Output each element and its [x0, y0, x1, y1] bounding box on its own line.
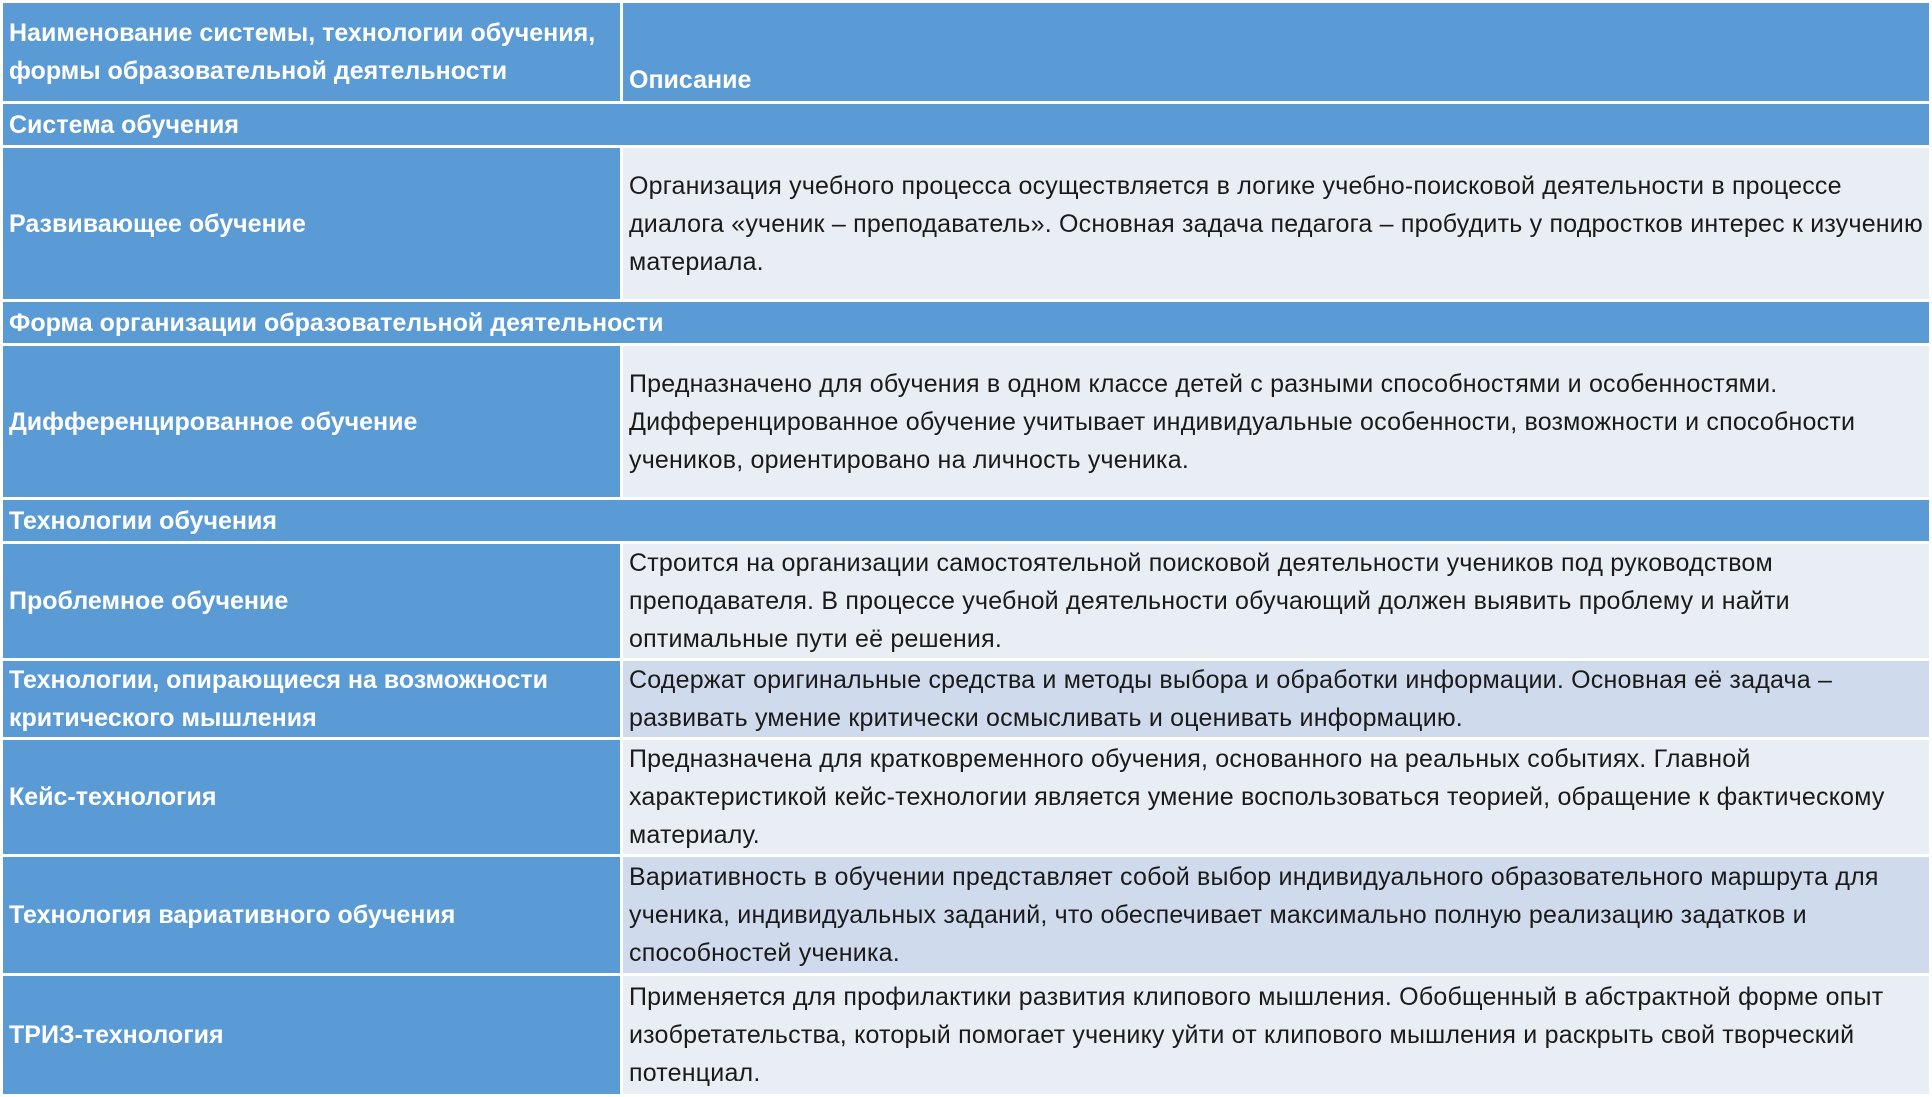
row-description: Предназначено для обучения в одном классе детей с разными способностями и особенностями. Дифференцированное обучение учитывает индивидуальные особенности, возможности и способности учеников, ориентировано на личность ученика.	[622, 345, 1931, 499]
table-row	[2, 345, 1931, 499]
row-description: Применяется для профилактики развития клипового мышления. Обобщенный в абстрактной форме опыт изобретательства, который помогает ученику уйти от клипового мышления и раскрыть свой творческий потенциал.	[622, 975, 1931, 1096]
header-description-column: Описание	[622, 2, 1931, 103]
table-row	[2, 739, 1931, 856]
row-description: Вариативность в обучении представляет собой выбор индивидуального образовательного маршрута для ученика, индивидуальных заданий, что обеспечивает максимально полную реализацию задатков и способностей ученика.	[622, 856, 1931, 975]
section-title: Система обучения	[2, 103, 1931, 147]
row-name: Проблемное обучение	[2, 543, 622, 660]
row-name: Кейс-технология	[2, 739, 622, 856]
section-title: Форма организации образовательной деятельности	[2, 301, 1931, 345]
header-name-column: Наименование системы, технологии обучения, формы образовательной деятельности	[2, 2, 622, 103]
table-row	[2, 660, 1931, 739]
row-description: Строится на организации самостоятельной поисковой деятельности учеников под руководством преподавателя. В процессе учебной деятельности обучающий должен выявить проблему и найти оптимальные пути её решения.	[622, 543, 1931, 660]
row-name: Технологии, опирающиеся на возможности критического мышления	[2, 660, 622, 739]
row-description: Содержат оригинальные средства и методы выбора и обработки информации. Основная её задача – развивать умение критически осмысливать и оценивать информацию.	[622, 660, 1931, 739]
section-title: Технологии обучения	[2, 499, 1931, 543]
row-description: Организация учебного процесса осуществляется в логике учебно-поисковой деятельности в процессе диалога «ученик – преподаватель». Основная задача педагога – пробудить у подростков интерес к изучению материала.	[622, 147, 1931, 301]
row-name: ТРИЗ-технология	[2, 975, 622, 1096]
section-row	[2, 103, 1931, 147]
row-name: Технология вариативного обучения	[2, 856, 622, 975]
table-row	[2, 147, 1931, 301]
table-header-row	[2, 2, 1931, 103]
row-description: Предназначена для кратковременного обучения, основанного на реальных событиях. Главной характеристикой кейс-технологии является умение воспользоваться теорией, обращение к фактическому материалу.	[622, 739, 1931, 856]
row-name: Развивающее обучение	[2, 147, 622, 301]
row-name: Дифференцированное обучение	[2, 345, 622, 499]
table-row	[2, 543, 1931, 660]
table-row	[2, 856, 1931, 975]
table-row	[2, 975, 1931, 1096]
section-row	[2, 301, 1931, 345]
section-row	[2, 499, 1931, 543]
